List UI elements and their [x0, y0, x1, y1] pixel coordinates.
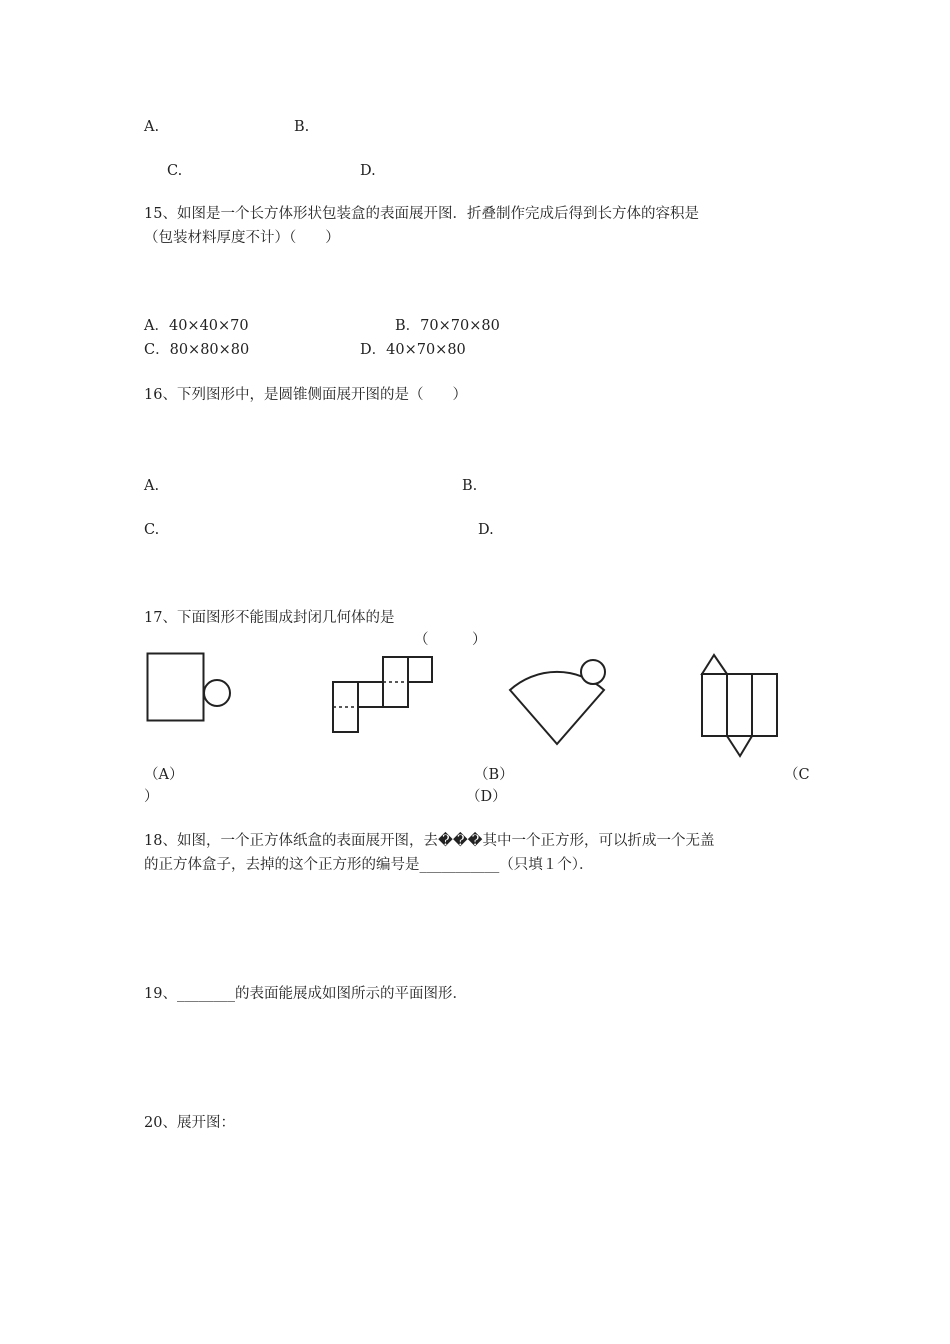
q16-stem: 16、下列图形中，是圆锥侧面展开图的是（ ）	[144, 387, 467, 403]
q16-option-a: A.	[144, 478, 160, 494]
q18-stem-line1: 18、如图，一个正方体纸盒的表面展开图，去���其中一个正方形，可以折成一个无盖	[144, 833, 715, 849]
q14-option-a: A.	[144, 119, 160, 135]
q20-stem: 20、展开图：	[144, 1115, 235, 1131]
q19-stem: 19、________的表面能展成如图所示的平面图形．	[144, 986, 467, 1002]
q17-figure-c	[500, 652, 615, 752]
q16-option-c: C.	[144, 522, 160, 538]
q17-figure-a	[140, 648, 240, 728]
q17-label-b: （B）	[474, 767, 514, 783]
q16-option-b: B.	[462, 478, 478, 494]
q14-option-b: B.	[294, 119, 310, 135]
q17-label-d: （D）	[466, 789, 507, 805]
q15-stem-line1: 15、如图是一个长方体形状包装盒的表面展开图．折叠制作完成后得到长方体的容积是	[144, 206, 699, 222]
q17-figure-b	[325, 648, 440, 738]
q14-option-c: C.	[167, 163, 183, 179]
q16-option-d: D.	[478, 522, 494, 538]
q17-label-a: （A）	[144, 767, 184, 783]
q18-stem-line2: 的正方体盒子，去掉的这个正方形的编号是___________（只填１个）．	[144, 857, 594, 873]
q15-option-a: A．40×40×70	[144, 318, 249, 334]
q15-option-c: C．80×80×80	[144, 342, 250, 358]
q17-figure-d	[692, 648, 787, 763]
q14-option-d: D.	[360, 163, 376, 179]
q17-answer-paren: （ ）	[414, 632, 487, 648]
q17-stem: 17、下面图形不能围成封闭几何体的是	[144, 610, 395, 626]
q17-label-c-close: ）	[144, 789, 159, 805]
q15-option-d: D．40×70×80	[360, 342, 466, 358]
q15-option-b: B．70×70×80	[395, 318, 500, 334]
q15-stem-line2: （包装材料厚度不计）（ ）	[144, 230, 340, 246]
q17-label-c: （C	[784, 767, 810, 783]
